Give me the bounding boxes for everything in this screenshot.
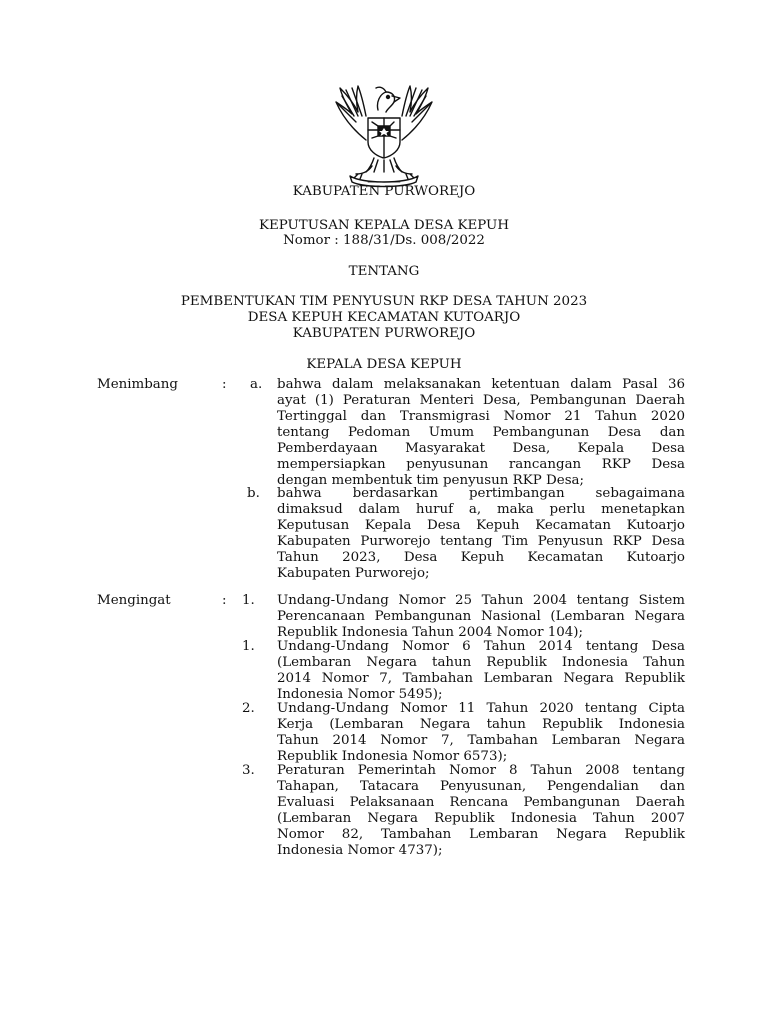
mengingat-marker: 3. xyxy=(242,763,255,778)
menimbang-colon: : xyxy=(222,377,227,392)
text-line: bahwa dalam melaksanakan ketentuan dalam Pasal 36 xyxy=(277,377,685,392)
text-line: Undang-Undang Nomor 25 Tahun 2004 tentang Sistem xyxy=(277,593,685,608)
menimbang-marker-a: a. xyxy=(250,377,263,392)
text-line: mempersiapkan penyusunan rancangan RKP Desa xyxy=(277,457,685,472)
text-line: Keputusan Kepala Desa Kepuh Kecamatan Kutoarjo xyxy=(277,518,685,533)
text-line: ayat (1) Peraturan Menteri Desa, Pembangunan Daerah xyxy=(277,393,685,408)
about-heading: TENTANG xyxy=(348,264,420,279)
text-line: Kerja (Lembaran Negara tahun Republik Indonesia xyxy=(277,717,685,732)
mengingat-item xyxy=(277,593,685,641)
text-line: Republik Indonesia Nomor 6573); xyxy=(277,749,508,764)
garuda-emblem-icon xyxy=(328,80,440,190)
menimbang-item-b xyxy=(277,486,685,582)
mengingat-marker: 1. xyxy=(242,639,255,654)
text-line: Nomor 82, Tambahan Lembaran Negara Republik xyxy=(277,827,685,842)
subject-line: DESA KEPUH KECAMATAN KUTOARJO xyxy=(247,310,521,325)
text-line: bahwa berdasarkan pertimbangan sebagaimana xyxy=(277,486,685,501)
text-line: Kabupaten Purworejo tentang Tim Penyusun RKP Desa xyxy=(277,534,685,549)
text-line: Peraturan Pemerintah Nomor 8 Tahun 2008 tentang xyxy=(277,763,685,778)
text-line: Perencanaan Pembangunan Nasional (Lembaran Negara xyxy=(277,609,685,624)
mengingat-marker: 2. xyxy=(242,701,255,716)
text-line: Tahun 2014 Nomor 7, Tambahan Lembaran Negara xyxy=(277,733,685,748)
menimbang-marker-b: b. xyxy=(247,486,260,501)
mengingat-item xyxy=(277,639,685,703)
text-line: Undang-Undang Nomor 6 Tahun 2014 tentang Desa xyxy=(277,639,685,654)
text-line: 2014 Nomor 7, Tambahan Lembaran Negara Republik xyxy=(277,671,685,686)
mengingat-colon: : xyxy=(222,593,227,608)
text-line: Evaluasi Pelaksanaan Rencana Pembangunan Daerah xyxy=(277,795,685,810)
text-line: dengan membentuk tim penyusun RKP Desa; xyxy=(277,473,585,488)
issuer-heading: KEPALA DESA KEPUH xyxy=(306,357,462,372)
menimbang-label: Menimbang xyxy=(97,377,178,392)
text-line: Tertinggal dan Transmigrasi Nomor 21 Tahun 2020 xyxy=(277,409,685,424)
text-line: Republik Indonesia Tahun 2004 Nomor 104); xyxy=(277,625,584,640)
decision-number: Nomor : 188/31/Ds. 008/2022 xyxy=(283,233,485,248)
text-line: Undang-Undang Nomor 11 Tahun 2020 tentang Cipta xyxy=(277,701,685,716)
decision-title: KEPUTUSAN KEPALA DESA KEPUH xyxy=(258,218,510,233)
text-line: Tahapan, Tatacara Penyusunan, Pengendalian dan xyxy=(277,779,685,794)
subject-line: PEMBENTUKAN TIM PENYUSUN RKP DESA TAHUN 2023 xyxy=(180,294,588,309)
text-line: (Lembaran Negara tahun Republik Indonesia Tahun xyxy=(277,655,685,670)
text-line: dimaksud dalam huruf a, maka perlu menetapkan xyxy=(277,502,685,517)
regency-heading: KABUPATEN PURWOREJO xyxy=(292,184,476,199)
text-line: tentang Pedoman Umum Pembangunan Desa dan xyxy=(277,425,685,440)
text-line: Kabupaten Purworejo; xyxy=(277,566,430,581)
mengingat-label: Mengingat xyxy=(97,593,171,608)
text-line: Pemberdayaan Masyarakat Desa, Kepala Desa xyxy=(277,441,685,456)
text-line: Indonesia Nomor 5495); xyxy=(277,687,443,702)
mengingat-item xyxy=(277,763,685,859)
menimbang-item-a xyxy=(277,377,685,489)
text-line: Indonesia Nomor 4737); xyxy=(277,843,443,858)
mengingat-item xyxy=(277,701,685,765)
text-line: (Lembaran Negara Republik Indonesia Tahun 2007 xyxy=(277,811,685,826)
subject-line: KABUPATEN PURWOREJO xyxy=(292,326,476,341)
text-line: Tahun 2023, Desa Kepuh Kecamatan Kutoarjo xyxy=(277,550,685,565)
mengingat-marker: 1. xyxy=(242,593,255,608)
